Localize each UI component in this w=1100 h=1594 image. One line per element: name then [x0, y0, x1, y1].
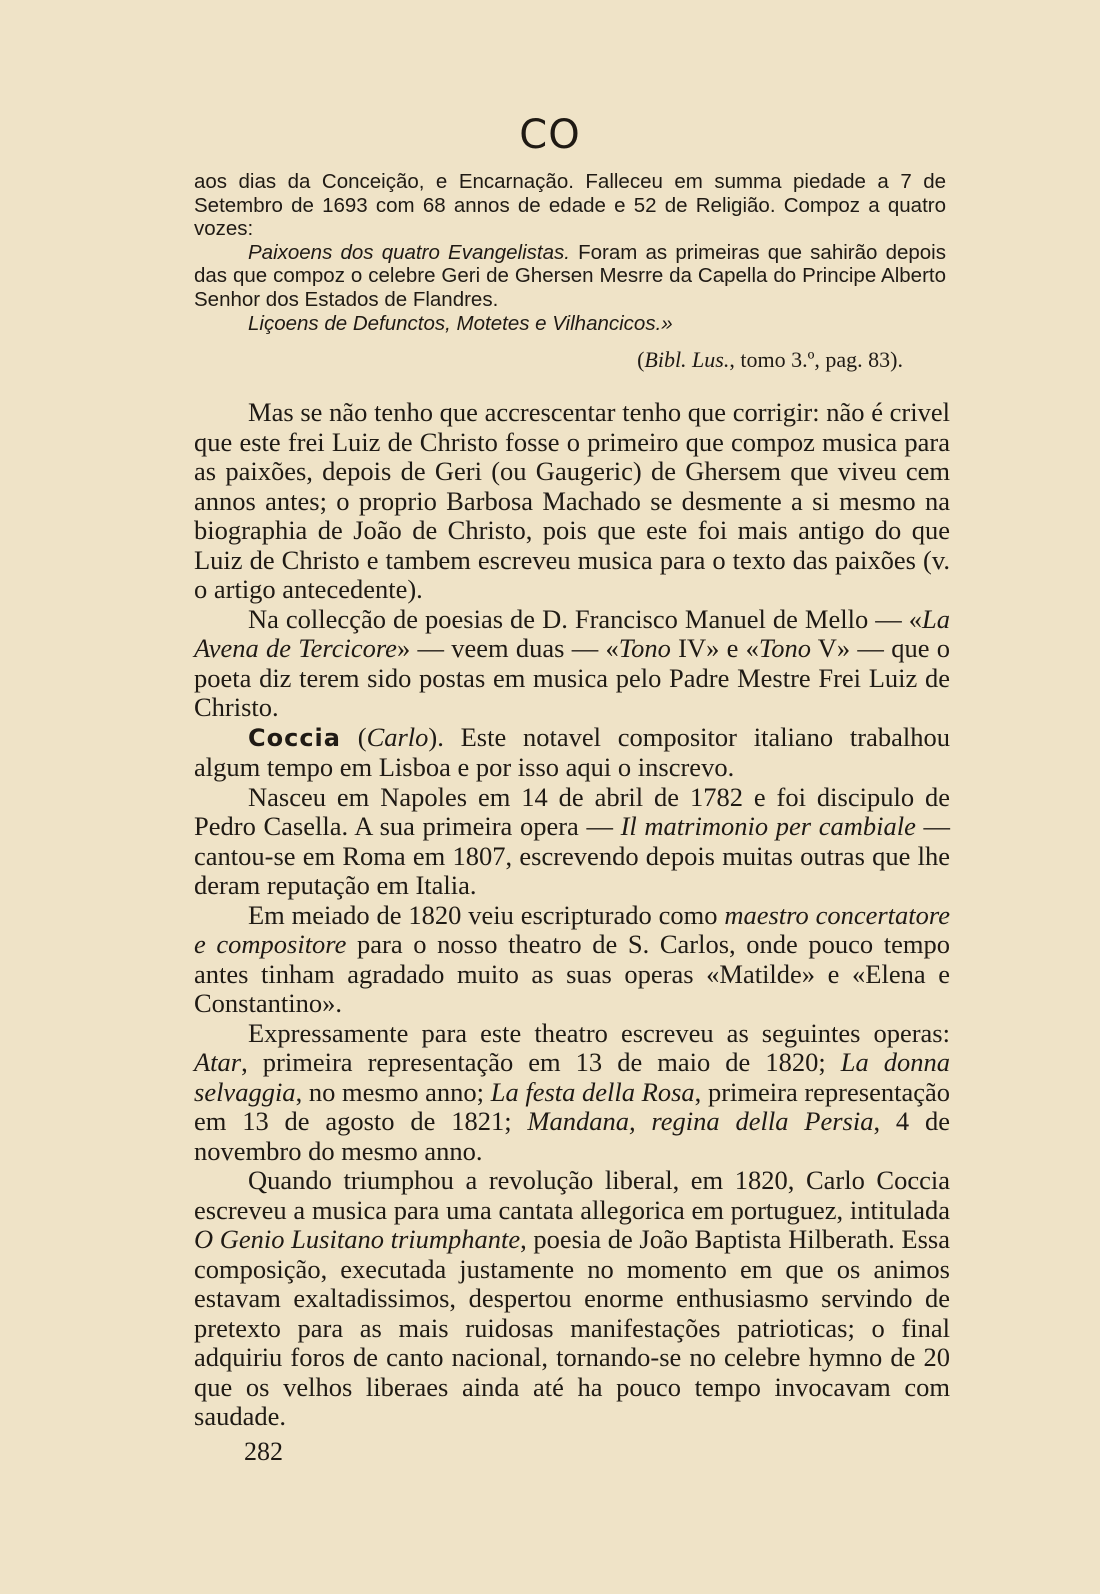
citation-rest: , tomo 3.º, pag. 83).	[729, 347, 903, 372]
citation	[637, 347, 903, 373]
body-paragraph-3	[194, 723, 950, 783]
body-paragraph-7	[194, 1166, 950, 1432]
citation-source: Bibl. Lus.	[644, 347, 730, 372]
p5-text-c: para o nosso theatro de S. Carlos, onde pouco tempo antes tinham agradado muito as suas operas «Matilde» e «Elena e Constantino».	[194, 929, 950, 1018]
quote-work-title: Paixoens dos quatro Evangelistas.	[248, 240, 570, 264]
quote-paragraph-1: aos dias da Conceição, e Encarnação. Falleceu em summa piedade a 7 de Setembro de 1693 com 68 annos de edade e 52 de Religião. Compoz a quatro vozes:	[194, 170, 946, 241]
p6-text-g: , primeira representação em 13 de agosto de 1821;	[194, 1076, 950, 1136]
p2-tono-2: Tono	[758, 633, 811, 663]
p2-text-g: V» — que o poeta diz terem sido postas em musica pelo Padre Mestre Frei Luiz de Christo.	[194, 633, 950, 722]
p6-text-c: , primeira representação em 13 de maio de 1820;	[241, 1047, 841, 1077]
p2-text-c: » — veem duas — «	[396, 633, 619, 663]
p2-title: La Avena de Tercicore	[194, 603, 950, 663]
p2-text-e: IV» e «	[670, 633, 759, 663]
p7-cantata-title: O Genio Lusitano triumphante	[194, 1224, 521, 1254]
entry-given-name: Carlo	[366, 721, 429, 752]
p6-opera-atar: Atar	[194, 1047, 242, 1077]
running-header: CO	[519, 112, 581, 158]
p3-open: (	[340, 721, 367, 752]
p6-opera-donna: La donna selvaggia	[194, 1047, 950, 1107]
p7-text-a: Quando triumphou a revolução liberal, em 1820, Carlo Coccia escreveu a musica para uma cantata allegorica em portuguez, intitulada	[194, 1165, 950, 1225]
body-paragraph-6	[194, 1019, 950, 1167]
body-paragraph-4	[194, 783, 950, 901]
p6-opera-festa: La festa della Rosa	[490, 1076, 695, 1107]
p2-tono-1: Tono	[618, 633, 671, 663]
p6-text-i: , 4 de novembro do mesmo anno.	[194, 1106, 951, 1166]
entry-heading-coccia: Coccia	[248, 723, 341, 752]
quote-paragraph-2	[194, 241, 946, 312]
p6-text-e: , no mesmo anno;	[295, 1076, 491, 1107]
quote-paragraph-2-text: Foram as primeiras que sahirão depois das que compoz o celebre Geri de Ghersen Mesrre da Capella do Principe Alberto Senhor dos Estados de Flandres.	[194, 240, 946, 311]
p6-opera-mandana: Mandana, regina della Persia	[527, 1106, 874, 1136]
p5-role: maestro concertatore e compositore	[194, 899, 950, 959]
citation-open: (	[637, 347, 645, 372]
p4-opera-title: Il matrimonio per cambiale	[620, 811, 916, 841]
quoted-passage	[194, 170, 946, 335]
quote-paragraph-3	[194, 312, 946, 336]
page-number: 282	[244, 1437, 283, 1466]
p5-text-a: Em meiado de 1820 veiu escripturado como	[248, 899, 725, 930]
body-paragraph-5	[194, 901, 950, 1019]
body-paragraph-1: Mas se não tenho que accrescentar tenho que corrigir: não é crivel que este frei Luiz de Christo fosse o primeiro que compoz musica para as paixões, depois de Geri (ou Gaugeric) de Ghersem que viveu cem annos antes; o proprio Barbosa Machado se desmente a si mesmo na biographia de João de Christo, pois que este foi mais antigo do que Luiz de Christo e tambem escreveu musica para o texto das paixões (v. o artigo antecedente).	[194, 397, 950, 604]
p4-text-a: Nasceu em Napoles em 14 de abril de 1782 e foi discipulo de Pedro Casella. A sua primeira opera —	[194, 781, 950, 841]
p6-text-a: Expressamente para este theatro escreveu as seguintes operas:	[248, 1017, 950, 1048]
main-text	[194, 398, 950, 1432]
p2-text-a: Na collecção de poesias de D. Francisco Manuel de Mello — «	[248, 603, 922, 634]
p4-text-c: — cantou-se em Roma em 1807, escrevendo depois muitas outras que lhe deram reputação em Italia.	[194, 811, 950, 900]
quote-works-list: Liçoens de Defunctos, Motetes e Vilhancicos.»	[248, 311, 673, 335]
p3-text: ). Este notavel compositor italiano trabalhou algum tempo em Lisboa e por isso aqui o inscrevo.	[194, 721, 951, 782]
body-paragraph-2	[194, 605, 950, 723]
p7-text-c: , poesia de João Baptista Hilberath. Essa composição, executada justamente no momento em que os animos estavam exaltadissimos, despertou enorme enthusiasmo servindo de pretexto para as mais ruidosas manifestações patrioticas; o final adquiriu foros de canto nacional, tornando-se no celebre hymno de 20 que os velhos liberaes ainda até ha pouco tempo invocavam com saudade.	[194, 1224, 950, 1431]
